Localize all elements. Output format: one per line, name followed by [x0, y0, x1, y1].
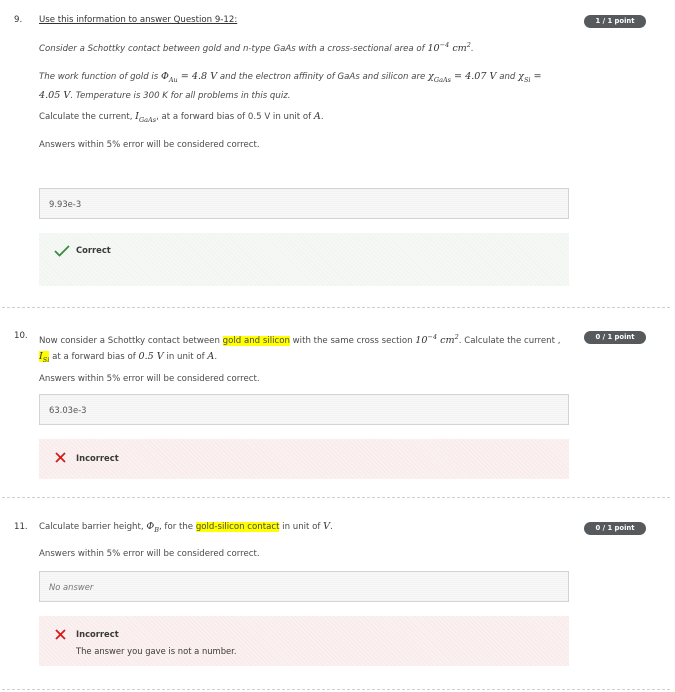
current-math: $I_{GaAs}$ — [135, 111, 157, 124]
unit-math: V — [323, 521, 331, 532]
question-heading-link[interactable]: Use this information to answer Question 9-12: — [39, 15, 238, 25]
question-number: 11. — [14, 522, 28, 532]
feedback-label: Incorrect — [76, 453, 119, 463]
score-badge: 1 / 1 point — [584, 15, 646, 28]
question-text-after: . Calculate the current , — [458, 336, 561, 347]
unit-text: in unit of — [163, 352, 208, 363]
question-text-mid: with the same cross section — [289, 336, 416, 347]
area-math: $10^{-4}$ $cm^2$ — [415, 333, 459, 347]
score-badge: 0 / 1 point — [584, 522, 646, 535]
x-mark-icon — [55, 629, 66, 640]
prompt-text: Calculate the current, — [39, 112, 136, 122]
phi-b-math: $\Phi_B$ — [146, 521, 159, 534]
tolerance-note: Answers within 5% error will be considered correct. — [39, 140, 260, 150]
work-function-text: The work function of gold is — [39, 72, 161, 82]
chi-si-math: $\chi_{Si}$ = — [518, 71, 542, 84]
score-badge: 0 / 1 point — [584, 331, 646, 344]
feedback-label: Correct — [76, 245, 111, 255]
question-number: 9. — [14, 15, 23, 25]
current-si-math: $I_{Si}$ — [39, 351, 50, 365]
chi-si-value: 4.05 V — [39, 89, 71, 101]
feedback-incorrect — [39, 439, 569, 479]
answer-placeholder: No answer — [49, 582, 94, 592]
x-mark-icon — [55, 452, 66, 463]
question-text-prefix: Now consider a Schottky contact between — [39, 336, 223, 347]
question-parameters — [39, 69, 564, 104]
question-number: 10. — [14, 331, 28, 341]
answer-field[interactable] — [39, 394, 569, 425]
question-divider — [2, 307, 670, 309]
and-text: and — [496, 72, 519, 82]
checkmark-icon — [54, 245, 70, 257]
question-text: Now consider a Schottky contact between gold and silicon with the same cross section $10^{-4}$ $cm^2$. Calculate the current , $I_{Si}$ at a forward bias of 0.5 V in unit of A. — [39, 333, 561, 365]
feedback-detail: The answer you gave is not a number. — [76, 646, 237, 656]
phi-au-math: $\Phi_{Au} = 4.8$ V — [160, 71, 218, 84]
prompt-suffix: , at a forward bias of 0.5 V in unit of — [156, 112, 314, 122]
tolerance-note: Answers within 5% error will be considered correct. — [39, 549, 260, 559]
highlight-gold-silicon: gold and silicon — [222, 336, 290, 347]
unit-math: A — [313, 111, 321, 122]
feedback-incorrect — [39, 616, 569, 666]
chi-gaas-math: $\chi_{GaAs} = 4.07$ V — [428, 71, 497, 84]
bias-text: at a forward bias of — [49, 352, 139, 363]
question-text-prefix: Calculate barrier height, — [39, 522, 147, 532]
bias-math: 0.5 V — [138, 351, 164, 363]
question-text: Calculate barrier height, $\Phi_B$, for the gold-silicon contact in unit of V. — [39, 521, 333, 534]
tolerance-note: Answers within 5% error will be considered correct. — [39, 374, 260, 384]
question-text-mid: , for the — [158, 522, 196, 532]
question-text-suffix: in unit of — [279, 522, 324, 532]
highlight-gold-silicon-contact: gold-silicon contact — [195, 522, 280, 532]
answer-field[interactable] — [39, 571, 569, 602]
feedback-label: Incorrect — [76, 629, 119, 639]
question-prompt: Calculate the current, $I_{GaAs}$, at a forward bias of 0.5 V in unit of A. — [39, 111, 324, 124]
temperature-text: . Temperature is 300 K for all problems in this quiz. — [70, 90, 291, 101]
intro-text: Consider a Schottky contact between gold and n-type GaAs with a cross-sectional area of — [39, 44, 428, 55]
question-divider — [2, 497, 670, 499]
affinity-text: and the electron affinity of GaAs and silicon are — [217, 72, 429, 82]
answer-value: 9.93e-3 — [49, 199, 82, 209]
feedback-correct — [39, 233, 569, 286]
unit-math: A — [207, 351, 215, 363]
question-intro: Consider a Schottky contact between gold and n-type GaAs with a cross-sectional area of $10^{-4}$ $cm^2$. — [39, 41, 474, 55]
answer-value: 63.03e-3 — [49, 405, 87, 415]
question-divider — [2, 689, 670, 691]
answer-field[interactable] — [39, 188, 569, 219]
area-math: $10^{-4}$ $cm^2$ — [427, 41, 471, 55]
